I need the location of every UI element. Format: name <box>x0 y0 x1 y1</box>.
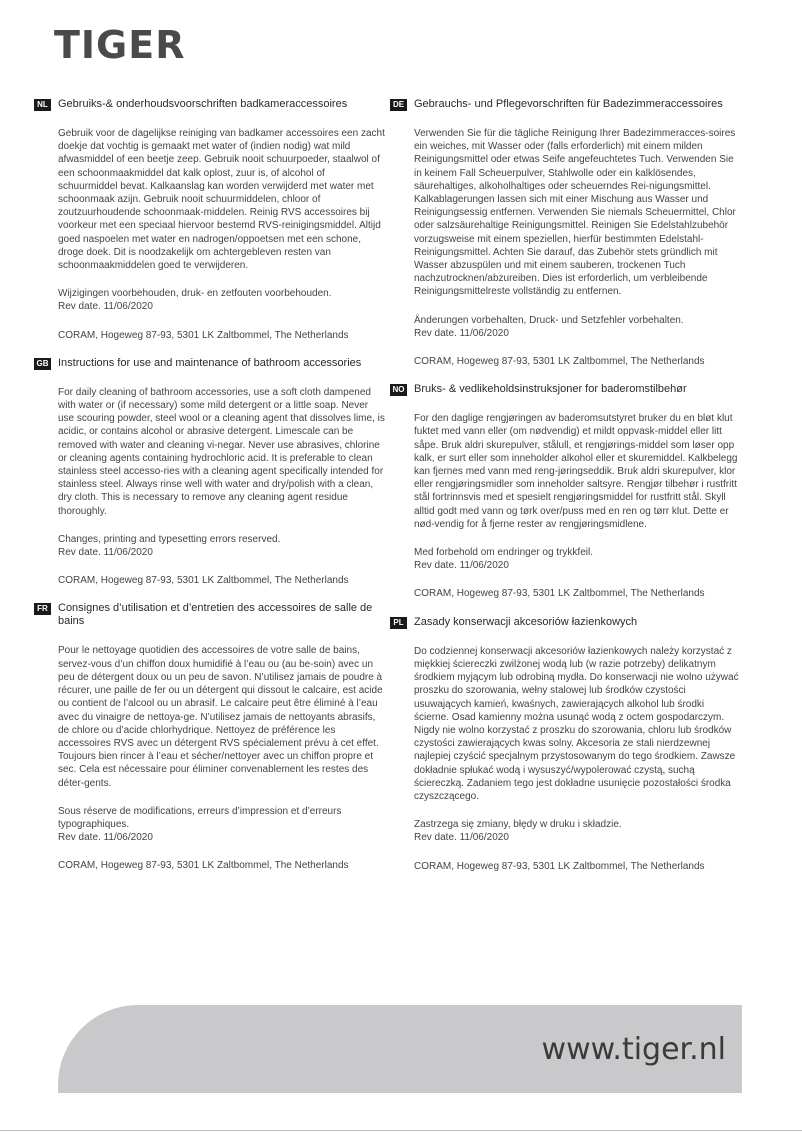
section-body <box>58 386 386 588</box>
language-badge: NO <box>390 384 407 396</box>
rev-date: Rev date. 11/06/2020 <box>414 327 509 339</box>
rev-date: Rev date. 11/06/2020 <box>414 560 509 572</box>
section-no <box>390 383 740 600</box>
section-title: Instructions for use and maintenance of bathroom accessories <box>58 356 362 369</box>
address: CORAM, Hogeweg 87-93, 5301 LK Zaltbommel, The Netherlands <box>414 860 705 872</box>
section-body <box>414 127 740 368</box>
body-text: Verwenden Sie für die tägliche Reinigung Ihrer Badezimmeracces-soires ein weiches, mit Wasser oder (falls erforderlich) mit einem milden Reinigungsmittel oder etwas Seife angefeuchtetes Tuch. Verwenden Sie in keinem Fall Scheuerpulver, Stahlwolle oder ein kalklösendes, säurehaltiges, alkoholhaltiges oder scheuerndes Rei-nigungsmittel. Kalkablagerungen lassen sich mit einer Mischung aus Wasser und Reinigungsessig entfernen. Verwenden Sie niemals Scheuermittel, Chlor oder salzsäurehaltige Reinigungsmittel. Reinigen Sie Edelstahlzubehör vorzugsweise mit einem speziellen, hierfür bestimmten Edelstahl-Reinigungsmittel. Achten Sie darauf, das Zubehör stets gründlich mit Wasser abzuspülen und mit einem sauberen, trockenen Tuch nachzutrocknen/abzureiben. Dies ist erforderlich, um verbleibende Reinigungsmittelreste vollständig zu entfernen. <box>414 128 736 298</box>
changes-note: Änderungen vorbehalten, Druck- und Setzfehler vorbehalten. <box>414 314 684 326</box>
section-heading <box>34 602 386 628</box>
rev-date: Rev date. 11/06/2020 <box>58 832 153 844</box>
section-body <box>58 127 386 342</box>
section-title: Gebruiks-& onderhoudsvoorschriften badkameraccessoires <box>58 98 348 110</box>
body-text: For den daglige rengjøringen av baderomsutstyret bruker du en bløt klut fuktet med vann eller (om nødvendig) et mildt oppvask-middel eller litt såpe. Bruk aldri skurepulver, stålull, et rengjørings-middel som løser opp kalk, er surt eller som inneholder alkohol eller et skuremiddel. Kalkbelegg kan fjernes med vann med reng-jøringseddik. Bruk aldri skurepulver, klor eller rengjøringsmidler som inneholder saltsyre. Rengjør tilbehør i rustfritt stål fortrinnsvis med et spesielt rengjøringsmiddel for rustfritt stål. Skyll alltid godt med vann og tørk over/puss med en ren og tørr klut. Dette er nød-vendig for å fjerne rester av rengjøringsmidlene. <box>414 413 738 530</box>
section-title: Gebrauchs- und Pflegevorschriften für Badezimmeraccessoires <box>414 98 723 110</box>
left-column <box>34 98 386 888</box>
section-heading <box>34 98 386 111</box>
address: CORAM, Hogeweg 87-93, 5301 LK Zaltbommel, The Netherlands <box>58 329 349 341</box>
right-column <box>390 98 740 888</box>
body-text: Pour le nettoyage quotidien des accessoires de votre salle de bains, servez-vous d’un chiffon doux humidifié à l’eau ou (au be-soin) avec un peu de détergent doux ou un peu de savon. N’utilisez jamais de poudre à récurer, une paille de fer ou un détergent qui dissout le calcaire, est acide ou contient de l’alcool ou un abrasif. Le calcaire peut être éliminé à l’eau avec du vinaigre de nettoya-ge. N’utilisez jamais de nettoyants abrasifs, de chlore ou d’acide chlorhydrique. Nettoyez de préférence les accessoires RVS avec un détergent RVS spécialement prévu à cet effet. Toujours bien rincer à l’eau et sécher/nettoyer avec un chiffon propre et sec. Cela est nécessaire pour éliminer convenablement les restes des déter-gents. <box>58 645 383 789</box>
body-text: For daily cleaning of bathroom accessories, use a soft cloth dampened with water or (if necessary) some mild detergent or a little soap. Never use scouring powder, steel wool or a cleaning agent that dissolves lime, is acidic, or contains alcohol or abrasive detergent. Limescale can be removed with water and cleaning vi-negar. Never use abrasives, chlorine or cleaning agents containing hydrochloric acid. It is preferable to clean stainless steel accesso-ries with a cleaning agent specifically intended for stainless steel. Always rinse well with water and dry/polish with a clean, dry cloth. This is necessary to remove any cleaning agent residue thoroughly. <box>58 386 385 517</box>
changes-note: Med forbehold om endringer og trykkfeil. <box>414 547 593 559</box>
section-body <box>414 645 740 873</box>
language-badge: GB <box>34 358 51 370</box>
section-heading <box>390 383 740 396</box>
changes-note: Wijzigingen voorbehouden, druk- en zetfouten voorbehouden. <box>58 288 332 300</box>
website-url[interactable]: www.tiger.nl <box>541 1032 726 1067</box>
body-text: Do codziennej konserwacji akcesoriów łazienkowych należy korzystać z miękkiej ściereczki zwilżonej wodą lub (w razie potrzeby) delikatnym środkiem myjącym lub odrobiną mydła. Do konserwacji nie wolno używać proszku do szorowania, wełny stalowej lub środków czystości usuwających kamień, kwaśnych, zawierających alkohol lub środki ścierne. Osad kamienny można usunąć wodą z octem gospodarczym. Nigdy nie wolno korzystać z proszku do szorowania, chloru lub środków czystości zawierających kwas solny. Akcesoria ze stali nierdzewnej najlepiej czyścić specjalnym przystosowanym do tego środkiem. Zawsze dokładnie spłukać wodą i wysuszyć/wypolerować czystą, suchą ściereczką. Zadaniem tego jest dokładne usunięcie pozostałości środka czyszczącego. <box>414 645 739 802</box>
language-badge: NL <box>34 99 51 111</box>
section-heading <box>390 616 740 629</box>
address: CORAM, Hogeweg 87-93, 5301 LK Zaltbommel, The Netherlands <box>414 588 705 600</box>
language-badge: PL <box>390 617 407 629</box>
section-title: Bruks- & vedlikeholdsinstruksjoner for baderomstilbehør <box>414 383 687 396</box>
section-body <box>58 644 386 872</box>
changes-note: Changes, printing and typesetting errors reserved. <box>58 533 281 545</box>
section-body <box>414 412 740 600</box>
address: CORAM, Hogeweg 87-93, 5301 LK Zaltbommel, The Netherlands <box>58 860 349 872</box>
section-heading <box>390 98 740 111</box>
footer-band <box>58 1005 742 1093</box>
section-gb <box>34 357 386 588</box>
body-text: Gebruik voor de dagelijkse reiniging van badkamer accessoires een zacht doekje dat vochtig is gemaakt met water of (indien nodig) wat mild afwasmiddel of een beetje zeep. Gebruik nooit schuurpoeder, staalwol of een schoonmaakmiddel dat kalk oplost, zuur is, of alcohol of schuurmiddel bevat. Kalkaanslag kan worden verwijderd met water met schoonmaak azijn. Gebruik nooit schuurmiddelen, chloor of zoutzuurhoudende schoonmaak-middelen. Reinig RVS accessoires bij voorkeur met een speciaal hiervoor bestemd RVS-reinigingsmiddel. Altijd goed naspoelen met water en nadrogen/oppoetsen met een schone, droge doek. Dit is noodzakelijk om achtergebleven resten van schoonmaakmiddelen goed te verwijderen. <box>58 128 385 272</box>
section-nl <box>34 98 386 342</box>
changes-note: Sous réserve de modifications, erreurs d’impression et d’erreurs typographiques. <box>58 805 342 830</box>
address: CORAM, Hogeweg 87-93, 5301 LK Zaltbommel, The Netherlands <box>58 575 349 587</box>
bottom-divider <box>0 1130 802 1131</box>
address: CORAM, Hogeweg 87-93, 5301 LK Zaltbommel, The Netherlands <box>414 356 705 368</box>
rev-date: Rev date. 11/06/2020 <box>58 301 153 313</box>
section-de <box>390 98 740 368</box>
language-badge: DE <box>390 99 407 111</box>
tiger-logo: TIGER <box>54 23 186 67</box>
changes-note: Zastrzega się zmiany, błędy w druku i składzie. <box>414 819 622 831</box>
section-fr <box>34 602 386 872</box>
section-pl <box>390 616 740 873</box>
rev-date: Rev date. 11/06/2020 <box>414 832 509 844</box>
rev-date: Rev date. 11/06/2020 <box>58 547 153 559</box>
section-title: Zasady konserwacji akcesoriów łazienkowych <box>414 615 638 628</box>
language-badge: FR <box>34 603 51 615</box>
section-title: Consignes d’utilisation et d’entretien des accessoires de salle de bains <box>58 602 373 628</box>
section-heading <box>34 357 386 370</box>
